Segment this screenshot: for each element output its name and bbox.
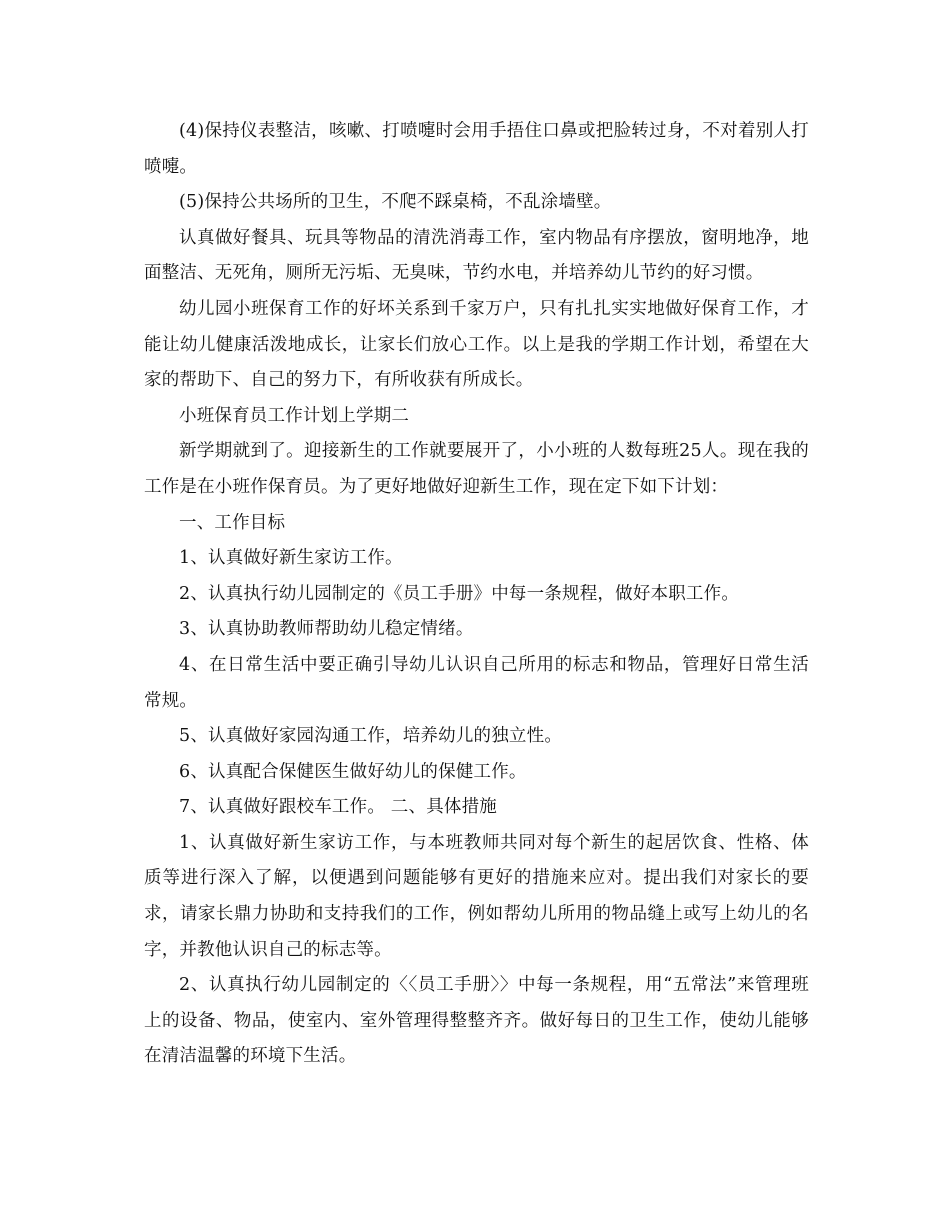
section-title: 小班保育员工作计划上学期二 — [179, 405, 410, 426]
goal-item-1: 1、认真做好新生家访工作。 — [179, 548, 403, 569]
goal-item-6: 6、认真配合保健医生做好幼儿的保健工作。 — [179, 761, 527, 782]
measure-item-1: 1、认真做好新生家访工作，与本班教师共同对每个新生的起居饮食、性格、体质等进行深入了解，以便遇到问题能够有更好的措施来应对。提出我们对家长的要求，请家长鼎力协助和支持我们的工作，例如帮幼儿所用的物品缝上或写上幼儿的名字，并教他认识自己的标志等。 — [144, 832, 809, 960]
paragraph-conclusion: 幼儿园小班保育工作的好坏关系到千家万户，只有扎扎实实地做好保育工作，才能让幼儿健康活泼地成长，让家长们放心工作。以上是我的学期工作计划，希望在大家的帮助下、自己的努力下，有所收获有所成长。 — [144, 298, 809, 391]
paragraph-hygiene-item-4: (4)保持仪表整洁，咳嗽、打喷嚏时会用手捂住口鼻或把脸转过身，不对着别人打喷嚏。 — [144, 121, 809, 177]
goal-item-2: 2、认真执行幼儿园制定的《员工手册》中每一条规程，做好本职工作。 — [179, 583, 740, 604]
paragraph-intro: 新学期就到了。迎接新生的工作就要展开了，小小班的人数每班25人。现在我的工作是在小班作保育员。为了更好地做好迎新生工作，现在定下如下计划： — [144, 441, 809, 497]
goal-item-4: 4、在日常生活中要正确引导幼儿认识自己所用的标志和物品，管理好日常生活常规。 — [144, 654, 809, 711]
goal-item-3: 3、认真协助教师帮助幼儿稳定情绪。 — [179, 619, 474, 640]
measure-item-2: 2、认真执行幼儿园制定的〈〈员工手册〉〉中每一条规程，用“五常法”来管理班上的设备、物品，使室内、室外管理得整整齐齐。做好每日的卫生工作，使幼儿能够在清洁温馨的环境下生活。 — [144, 975, 809, 1067]
document-page — [144, 114, 809, 1075]
paragraph-disinfection: 认真做好餐具、玩具等物品的清洗消毒工作，室内物品有序摆放，窗明地净，地面整洁、无死角，厕所无污垢、无臭味，节约水电，并培养幼儿节约的好习惯。 — [144, 227, 809, 284]
paragraph-hygiene-item-5: (5)保持公共场所的卫生，不爬不踩桌椅，不乱涂墙壁。 — [179, 192, 612, 213]
heading-work-goals: 一、工作目标 — [179, 512, 286, 533]
goal-item-5: 5、认真做好家园沟通工作，培养幼儿的独立性。 — [179, 726, 563, 747]
goal-item-7: 7、认真做好跟校车工作。 二、具体措施 — [179, 797, 497, 818]
